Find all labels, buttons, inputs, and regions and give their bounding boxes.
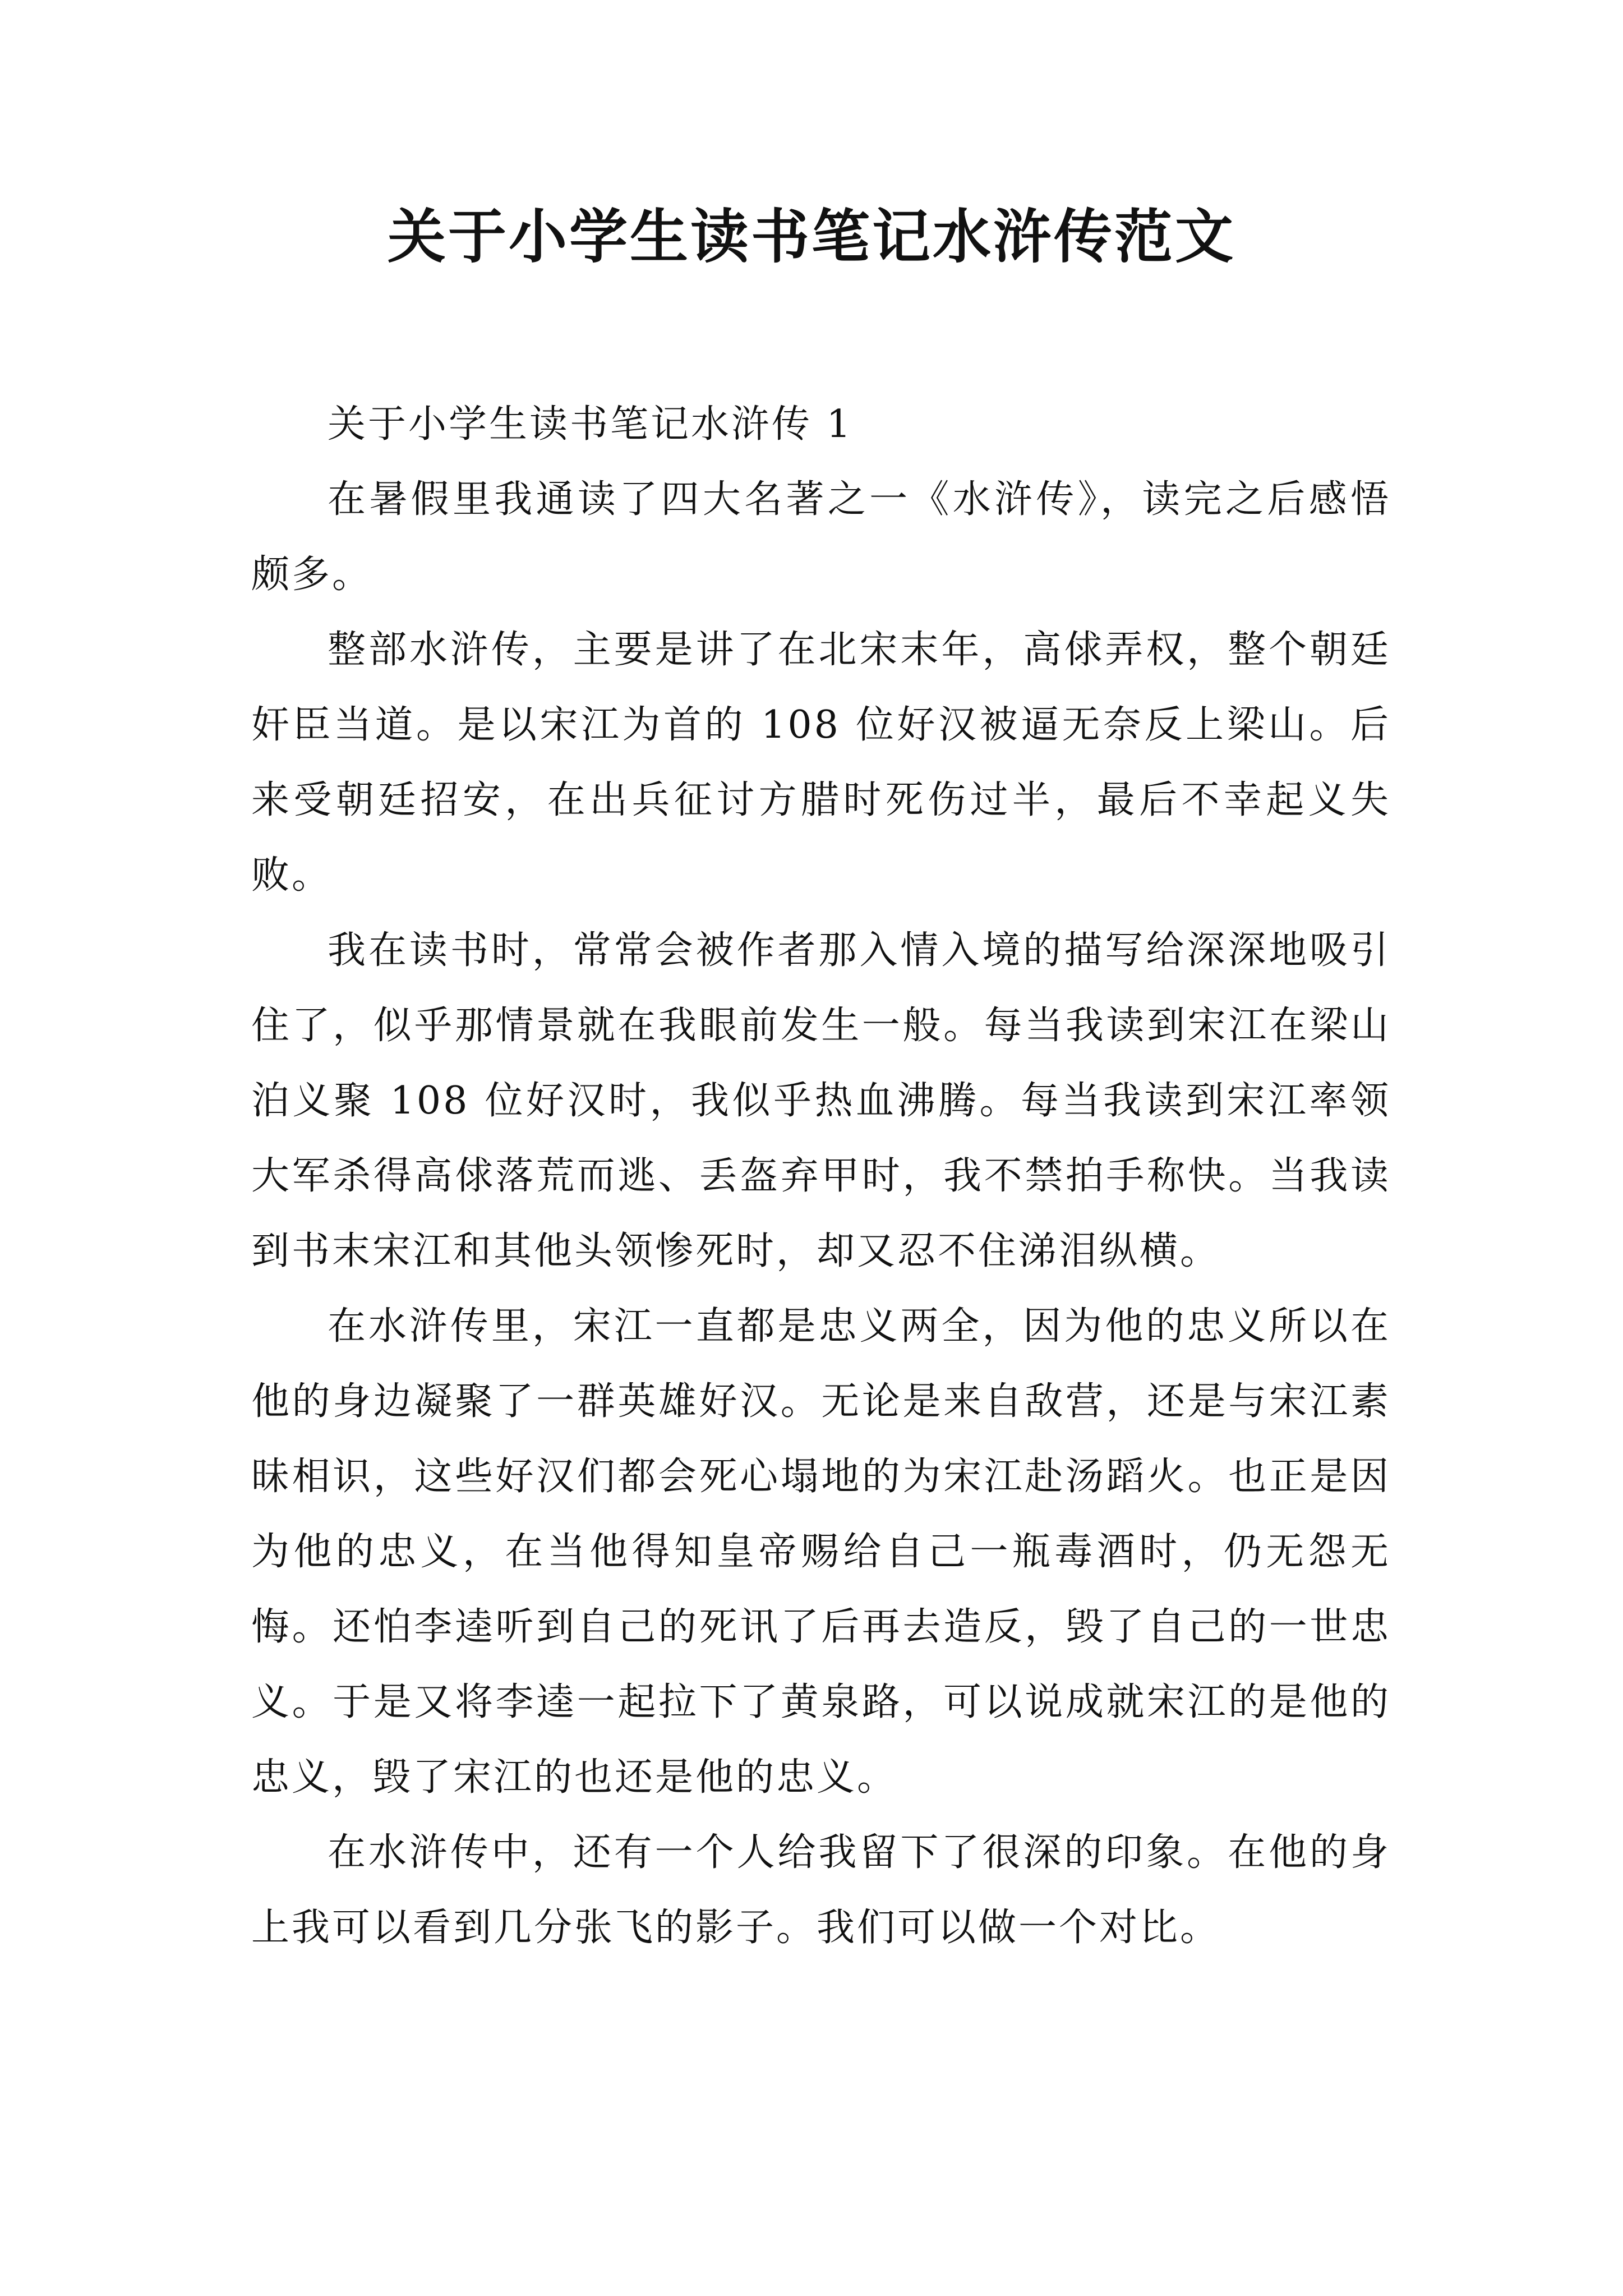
- paragraph: 整部水浒传，主要是讲了在北宋末年，高俅弄权，整个朝廷奸臣当道。是以宋江为首的 108 位好汉被逼无奈反上梁山。后来受朝廷招安，在出兵征讨方腊时死伤过半，最后不幸起义失败。: [251, 628, 1391, 898]
- paragraph: 我在读书时，常常会被作者那入情入境的描写给深深地吸引住了，似乎那情景就在我眼前发生一般。每当我读到宋江在梁山泊义聚 108 位好汉时，我似乎热血沸腾。每当我读到宋江率领大军杀得高俅落荒而逃、丢盔弃甲时，我不禁拍手称快。当我读到书末宋江和其他头领惨死时，却又忍不住涕泪纵横。: [251, 928, 1391, 1273]
- paragraph: 在暑假里我通读了四大名著之一《水浒传》，读完之后感悟颇多。: [251, 477, 1391, 597]
- section-heading: 关于小学生读书笔记水浒传 1: [328, 402, 853, 447]
- paragraph: 在水浒传里，宋江一直都是忠义两全，因为他的忠义所以在他的身边凝聚了一群英雄好汉。无论是来自敌营，还是与宋江素昧相识，这些好汉们都会死心塌地的为宋江赴汤蹈火。也正是因为他的忠义，在当他得知皇帝赐给自己一瓶毒酒时，仍无怨无悔。还怕李逵听到自己的死讯了后再去造反，毁了自己的一世忠义。于是又将李逵一起拉下了黄泉路，可以说成就宋江的是他的忠义，毁了宋江的也还是他的忠义。: [251, 1304, 1391, 1800]
- document-title: 关于小学生读书笔记水浒传范文: [387, 202, 1235, 271]
- paragraph: 在水浒传中，还有一个人给我留下了很深的印象。在他的身上我可以看到几分张飞的影子。我们可以做一个对比。: [251, 1830, 1391, 1950]
- document-body: [251, 387, 1391, 1966]
